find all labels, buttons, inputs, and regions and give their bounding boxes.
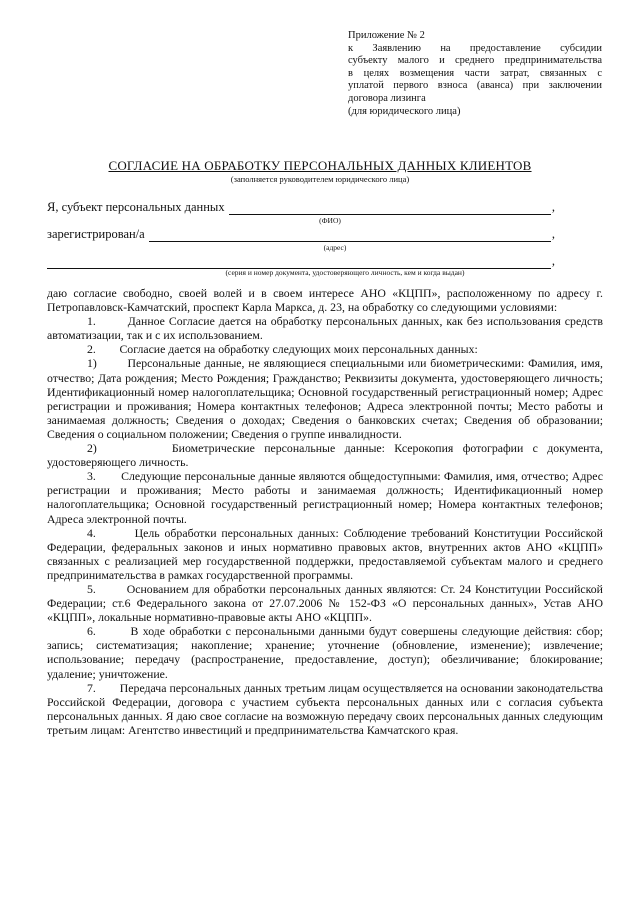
document-subtitle: (заполняется руководителем юридического лица) — [230, 174, 410, 184]
document-field — [47, 254, 555, 269]
fio-caption: (ФИО) — [319, 216, 341, 225]
clause-2: 2. Согласие дается на обработку следующих моих персональных данных: — [87, 342, 478, 357]
subject-name-field — [47, 200, 555, 215]
comma: , — [551, 227, 555, 241]
appendix-line: договора лизинга — [348, 92, 426, 104]
applicant-type: (для юридического лица) — [348, 105, 461, 117]
consent-body — [47, 286, 603, 737]
document-title — [0, 158, 640, 174]
document-caption: (серия и номер документа, удостоверяющего личность, кем и когда выдан) — [225, 268, 465, 277]
comma: , — [551, 200, 555, 214]
appendix-line: субъекту малого и среднего предпринимательства — [348, 55, 602, 67]
clause-3: 3. Следующие персональные данные являются общедоступными: Фамилия, имя, отчество; Адрес регистрации и проживания; Место работы и занимаемая должность; Идентификационный номер налогоплательщика; Основной государственный регистрационный номер; Номера контактных телефонов; Адреса электронной почты. — [47, 469, 603, 526]
document-title-text: СОГЛАСИЕ НА ОБРАБОТКУ ПЕРСОНАЛЬНЫХ ДАННЫХ КЛИЕНТОВ — [108, 158, 532, 173]
appendix-line: в целях возмещения части затрат, связанных с — [348, 67, 602, 79]
registered-address-field — [47, 227, 555, 242]
clause-6: 6. В ходе обработки с персональными данными будут совершены следующие действия: сбор; запись; систематизация; накопление; хранение; уточнение (обновление, изменение); извлечение; использование; передачу (распространение, предоставление, доступ); обезличивание; блокирование; удаление; уничтожение. — [47, 624, 603, 681]
appendix-line: уплатой первого взноса (аванса) при заключении — [348, 80, 602, 92]
clause-1: 1. Данное Согласие дается на обработку персональных данных, как без использования средств автоматизации, так и с их использованием. — [47, 314, 603, 343]
subject-label: Я, субъект персональных данных — [47, 200, 225, 214]
clause-4: 4. Цель обработки персональных данных: Соблюдение требований Конституции Российской Федерации, федеральных законов и иных нормативно правовых актов, внутренних актов АНО «КЦПП» связанных с реализацией мер государственной поддержки, предоставляемой субъектам малого и среднего предпринимательства в рамках государственной программы. — [47, 525, 603, 582]
registered-label: зарегистрирован/а — [47, 227, 145, 241]
address-line — [149, 229, 551, 242]
clause-2-1: 1) Персональные данные, не являющиеся специальными или биометрическими: Фамилия, имя, отчество; Дата рождения; Место Рождения; Гражданство; Реквизиты документа, удостоверяющего личность; Идентификационный номер налогоплательщика; Основной государственный регистрационный номер; Адрес регистрации и проживания; Номера контактных телефонов; Адреса электронной почты; Место работы и занимаемая должность; Сведения о доходах; Сведения о банковских счетах; Сведения об образовании; Сведения о социальном положении; Сведения о группе инвалидности. — [47, 356, 603, 441]
appendix-block — [348, 30, 602, 118]
appendix-number: Приложение № 2 — [348, 30, 425, 41]
clause-2-2: 2) Биометрические персональные данные: Ксерокопия фотографии с документа, удостоверяющего личность. — [47, 441, 603, 470]
appendix-line: к Заявлению на предоставление субсидии — [348, 42, 602, 54]
clause-7: 7. Передача персональных данных третьим лицам осуществляется на основании законодательства Российской Федерации, договора с участием субъекта персональных данных или с согласия субъекта персональных данных. Я даю свое согласие на возможную передачу своих персональных данных следующим третьим лицам: Агентство инвестиций и предпринимательства Камчатского края. — [47, 680, 603, 737]
address-caption: (адрес) — [323, 243, 347, 252]
intro-paragraph: даю согласие свободно, своей волей и в своем интересе АНО «КЦПП», расположенному по адресу г. Петропавловск-Камчатский, проспект Карла Маркса, д. 23, на обработку со следующими условиями: — [47, 286, 603, 315]
fio-line — [229, 202, 551, 215]
comma: , — [551, 254, 555, 268]
clause-5: 5. Основанием для обработки персональных данных являются: Ст. 24 Конституции Российской Федерации; ст.6 Федерального закона от 27.07.2006 № 152-ФЗ «О персональных данных», Устав АНО «КЦПП», локальные нормативно-правовые акты АНО «КЦПП». — [47, 581, 603, 625]
